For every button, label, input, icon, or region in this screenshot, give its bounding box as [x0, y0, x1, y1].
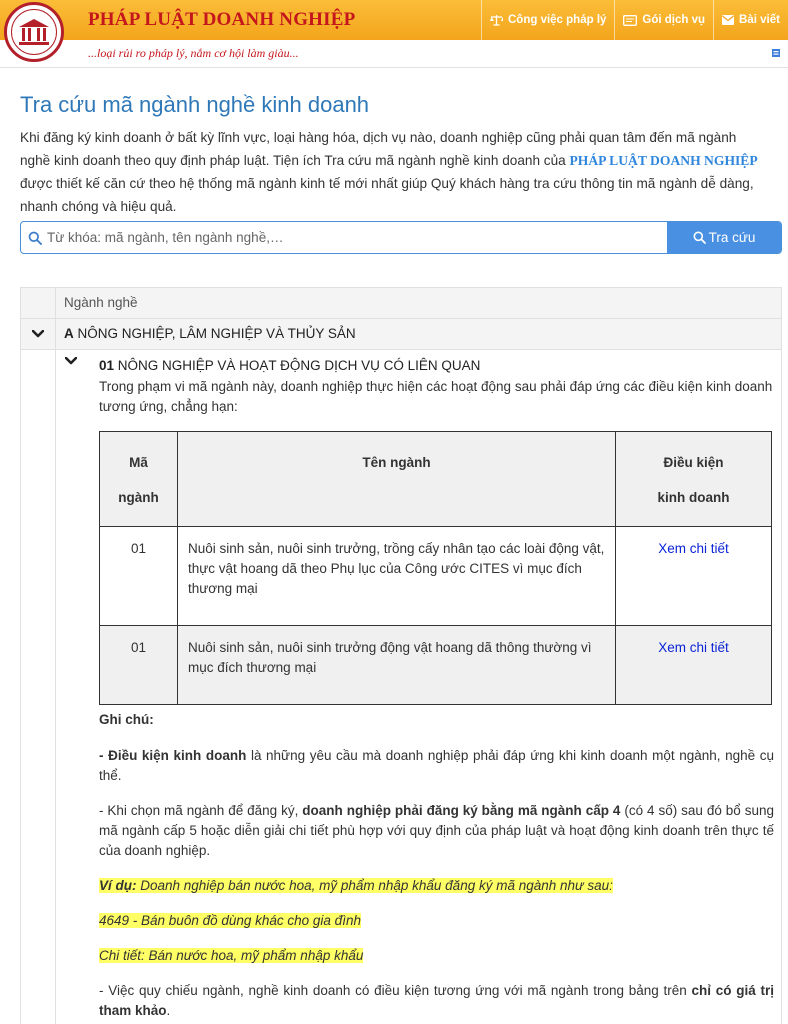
- results-column-header: Ngành nghề: [64, 295, 138, 310]
- site-header: [0, 0, 788, 68]
- results-header: [21, 288, 781, 319]
- nav-service-packages[interactable]: [614, 0, 713, 40]
- section-toggle[interactable]: [21, 319, 56, 349]
- site-slogan: ...loại rủi ro pháp lý, nắm cơ hội làm giàu...: [88, 46, 299, 60]
- mail-icon: [722, 15, 734, 25]
- note-business-condition: - Điều kiện kinh doanh là những yêu cầu mà doanh nghiệp phải đáp ứng khi kinh doanh một ngành, nghề cụ thể.: [99, 748, 774, 783]
- nav-articles[interactable]: [713, 0, 788, 40]
- subsection-code: 01: [99, 358, 115, 373]
- row-condition: [616, 626, 772, 705]
- intro-paragraph: [20, 126, 765, 218]
- bookmark-icon[interactable]: [771, 48, 781, 58]
- intro-text-start: Khi đăng ký kinh doanh ở bất kỳ lĩnh vực, loại hàng hóa, dịch vụ nào, doanh nghiệp cũng phải quan tâm đến mã ngành nghề kinh doanh theo quy định pháp luật. Tiện ích Tra cứu mã ngành nghề kinh doanh của: [20, 130, 737, 168]
- nav-articles-label: Bài viết: [739, 14, 780, 26]
- section-code: A: [64, 326, 74, 341]
- header-condition: Điều kiện kinh doanh: [616, 432, 772, 527]
- row-condition: [616, 527, 772, 626]
- subsection-description: Trong phạm vi mã ngành này, doanh nghiệp thực hiện các hoạt động sau phải đáp ứng các điều kiện kinh doanh tương ứng, chẳng hạn:: [99, 379, 773, 414]
- section-title: [64, 326, 356, 341]
- search-icon: [28, 231, 42, 245]
- table-row: [100, 626, 772, 705]
- page-title: Tra cứu mã ngành nghề kinh doanh: [20, 92, 370, 117]
- site-name[interactable]: PHÁP LUẬT DOANH NGHIỆP: [88, 9, 356, 30]
- scale-icon: [490, 14, 503, 26]
- table-header-row: [100, 432, 772, 527]
- search-button-icon: [693, 231, 706, 244]
- nav-legal-work[interactable]: [481, 0, 614, 40]
- row-name: Nuôi sinh sản, nuôi sinh trưởng động vật hoang dã thông thường vì mục đích thương mại: [178, 626, 616, 705]
- chevron-down-icon: [32, 330, 44, 338]
- industry-results-panel: [20, 287, 782, 1024]
- chevron-down-icon[interactable]: [65, 357, 77, 365]
- header-name: Tên ngành: [178, 432, 616, 527]
- row-name: Nuôi sinh sản, nuôi sinh trưởng, trồng cấy nhân tạo các loài động vật, thực vật hoang dã theo Phụ lục của Công ước CITES vì mục đích thương mại: [178, 527, 616, 626]
- note-example: Ví dụ: Doanh nghiệp bán nước hoa, mỹ phẩm nhập khẩu đăng ký mã ngành như sau:: [99, 878, 613, 893]
- subsection-title[interactable]: [99, 358, 480, 373]
- nav-service-packages-label: Gói dịch vụ: [642, 14, 706, 26]
- business-conditions-table: [99, 431, 772, 705]
- intro-brand-link[interactable]: PHÁP LUẬT DOANH NGHIỆP: [569, 153, 758, 168]
- view-detail-link[interactable]: Xem chi tiết: [658, 541, 729, 556]
- package-icon: [623, 15, 637, 26]
- search-input[interactable]: [45, 222, 665, 253]
- section-name: NÔNG NGHIỆP, LÂM NGHIỆP VÀ THỦY SẢN: [77, 326, 356, 341]
- section-row-a[interactable]: [21, 319, 781, 350]
- intro-text-end: được thiết kế căn cứ theo hệ thống mã ngành kinh tế mới nhất giúp Quý khách hàng tra cứu thông tin mã ngành dễ dàng, nhanh chóng và hiệu quả.: [20, 176, 754, 214]
- results-header-gutter: [21, 288, 56, 319]
- site-logo[interactable]: [4, 2, 64, 62]
- logo-emblem-icon: [11, 9, 57, 55]
- note-reference-only: - Việc quy chiếu ngành, nghề kinh doanh có điều kiện tương ứng với mã ngành trong bảng trên chỉ có giá trị tham khảo.: [99, 983, 774, 1018]
- top-nav: [481, 0, 788, 40]
- notes-heading: Ghi chú:: [99, 712, 154, 727]
- search-bar: [20, 221, 782, 254]
- note-example-code: 4649 - Bán buôn đồ dùng khác cho gia đình: [99, 913, 361, 928]
- row-code: 01: [100, 626, 178, 705]
- results-body-gutter: [21, 350, 56, 1024]
- notes-section: [99, 710, 774, 1024]
- search-button-label: Tra cứu: [708, 230, 756, 245]
- note-example-detail: Chi tiết: Bán nước hoa, mỹ phẩm nhập khẩu: [99, 948, 364, 963]
- nav-legal-work-label: Công việc pháp lý: [508, 14, 607, 26]
- row-code: 01: [100, 527, 178, 626]
- header-code: Mã ngành: [100, 432, 178, 527]
- search-button[interactable]: [667, 222, 781, 253]
- subsection-name: NÔNG NGHIỆP VÀ HOẠT ĐỘNG DỊCH VỤ CÓ LIÊN QUAN: [117, 358, 481, 373]
- table-row: [100, 527, 772, 626]
- view-detail-link[interactable]: Xem chi tiết: [658, 640, 729, 655]
- note-level4-code: - Khi chọn mã ngành để đăng ký, doanh nghiệp phải đăng ký bằng mã ngành cấp 4 (có 4 số) sau đó bổ sung mã ngành cấp 5 hoặc diễn giải chi tiết phù hợp với quy định của pháp luật và hoạt động kinh doanh trên thực tế của doanh nghiệp.: [99, 803, 774, 858]
